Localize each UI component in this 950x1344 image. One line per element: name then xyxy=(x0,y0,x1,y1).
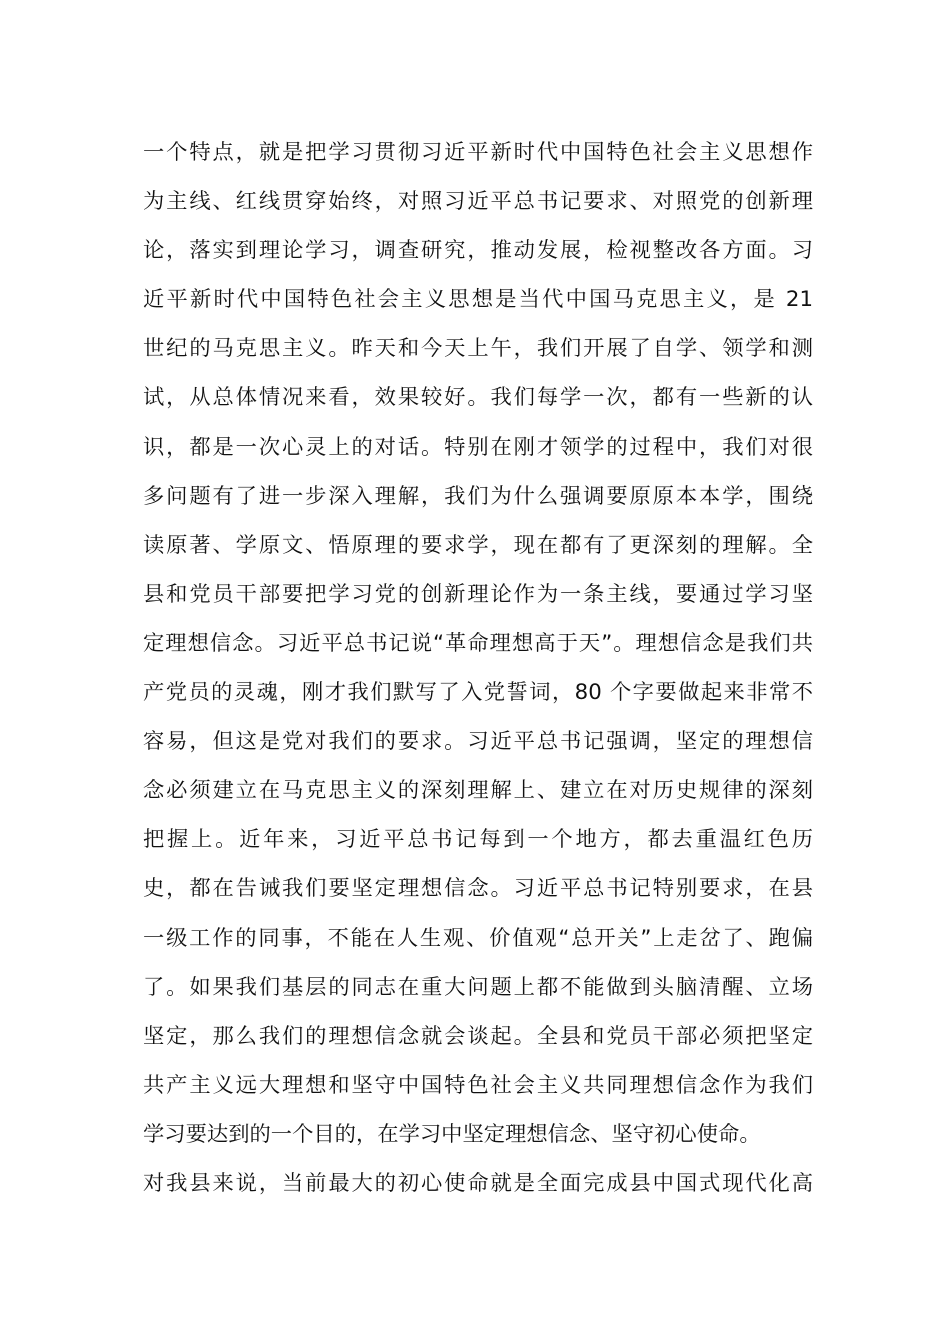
text-line: 史，都在告诫我们要坚定理想信念。习近平总书记特别要求，在县 xyxy=(143,876,813,902)
text-line: 一级工作的同事，不能在人生观、价值观“总开关”上走岔了、跑偏 xyxy=(143,925,813,951)
text-line: 试，从总体情况来看，效果较好。我们每学一次，都有一些新的认 xyxy=(143,385,813,411)
text-line: 念必须建立在马克思主义的深刻理解上、建立在对历史规律的深刻 xyxy=(143,778,813,804)
text-line: 学习要达到的一个目的，在学习中坚定理想信念、坚守初心使命。 xyxy=(143,1121,761,1147)
text-line: 识，都是一次心灵上的对话。特别在刚才领学的过程中，我们对很 xyxy=(143,434,813,460)
text-line: 世纪的马克思主义。昨天和今天上午，我们开展了自学、领学和测 xyxy=(143,336,813,362)
text-line: 近平新时代中国特色社会主义思想是当代中国马克思主义，是 21 xyxy=(143,287,813,313)
text-line: 了。如果我们基层的同志在重大问题上都不能做到头脑清醒、立场 xyxy=(143,974,813,1000)
text-line: 论，落实到理论学习，调查研究，推动发展，检视整改各方面。习 xyxy=(143,238,813,264)
body-paragraph xyxy=(143,128,813,1208)
text-line: 坚定，那么我们的理想信念就会谈起。全县和党员干部必须把坚定 xyxy=(143,1023,813,1049)
text-line: 一个特点，就是把学习贯彻习近平新时代中国特色社会主义思想作 xyxy=(143,140,813,165)
text-line: 读原著、学原文、悟原理的要求学，现在都有了更深刻的理解。全 xyxy=(143,532,813,558)
text-line: 多问题有了进一步深入理解，我们为什么强调要原原本本学，围绕 xyxy=(143,483,813,509)
text-line: 县和党员干部要把学习党的创新理论作为一条主线，要通过学习坚 xyxy=(143,581,813,607)
text-line: 为主线、红线贯穿始终，对照习近平总书记要求、对照党的创新理 xyxy=(143,189,813,215)
text-line: 产党员的灵魂，刚才我们默写了入党誓词，80 个字要做起来非常不 xyxy=(143,680,813,706)
text-line: 定理想信念。习近平总书记说“革命理想高于天”。理想信念是我们共 xyxy=(143,630,813,656)
text-line: 把握上。近年来，习近平总书记每到一个地方，都去重温红色历 xyxy=(143,827,813,853)
text-line: 容易，但这是党对我们的要求。习近平总书记强调，坚定的理想信 xyxy=(143,729,813,755)
text-line: 对我县来说，当前最大的初心使命就是全面完成县中国式现代化高 xyxy=(143,1170,813,1196)
text-line: 共产主义远大理想和坚守中国特色社会主义共同理想信念作为我们 xyxy=(143,1072,813,1098)
